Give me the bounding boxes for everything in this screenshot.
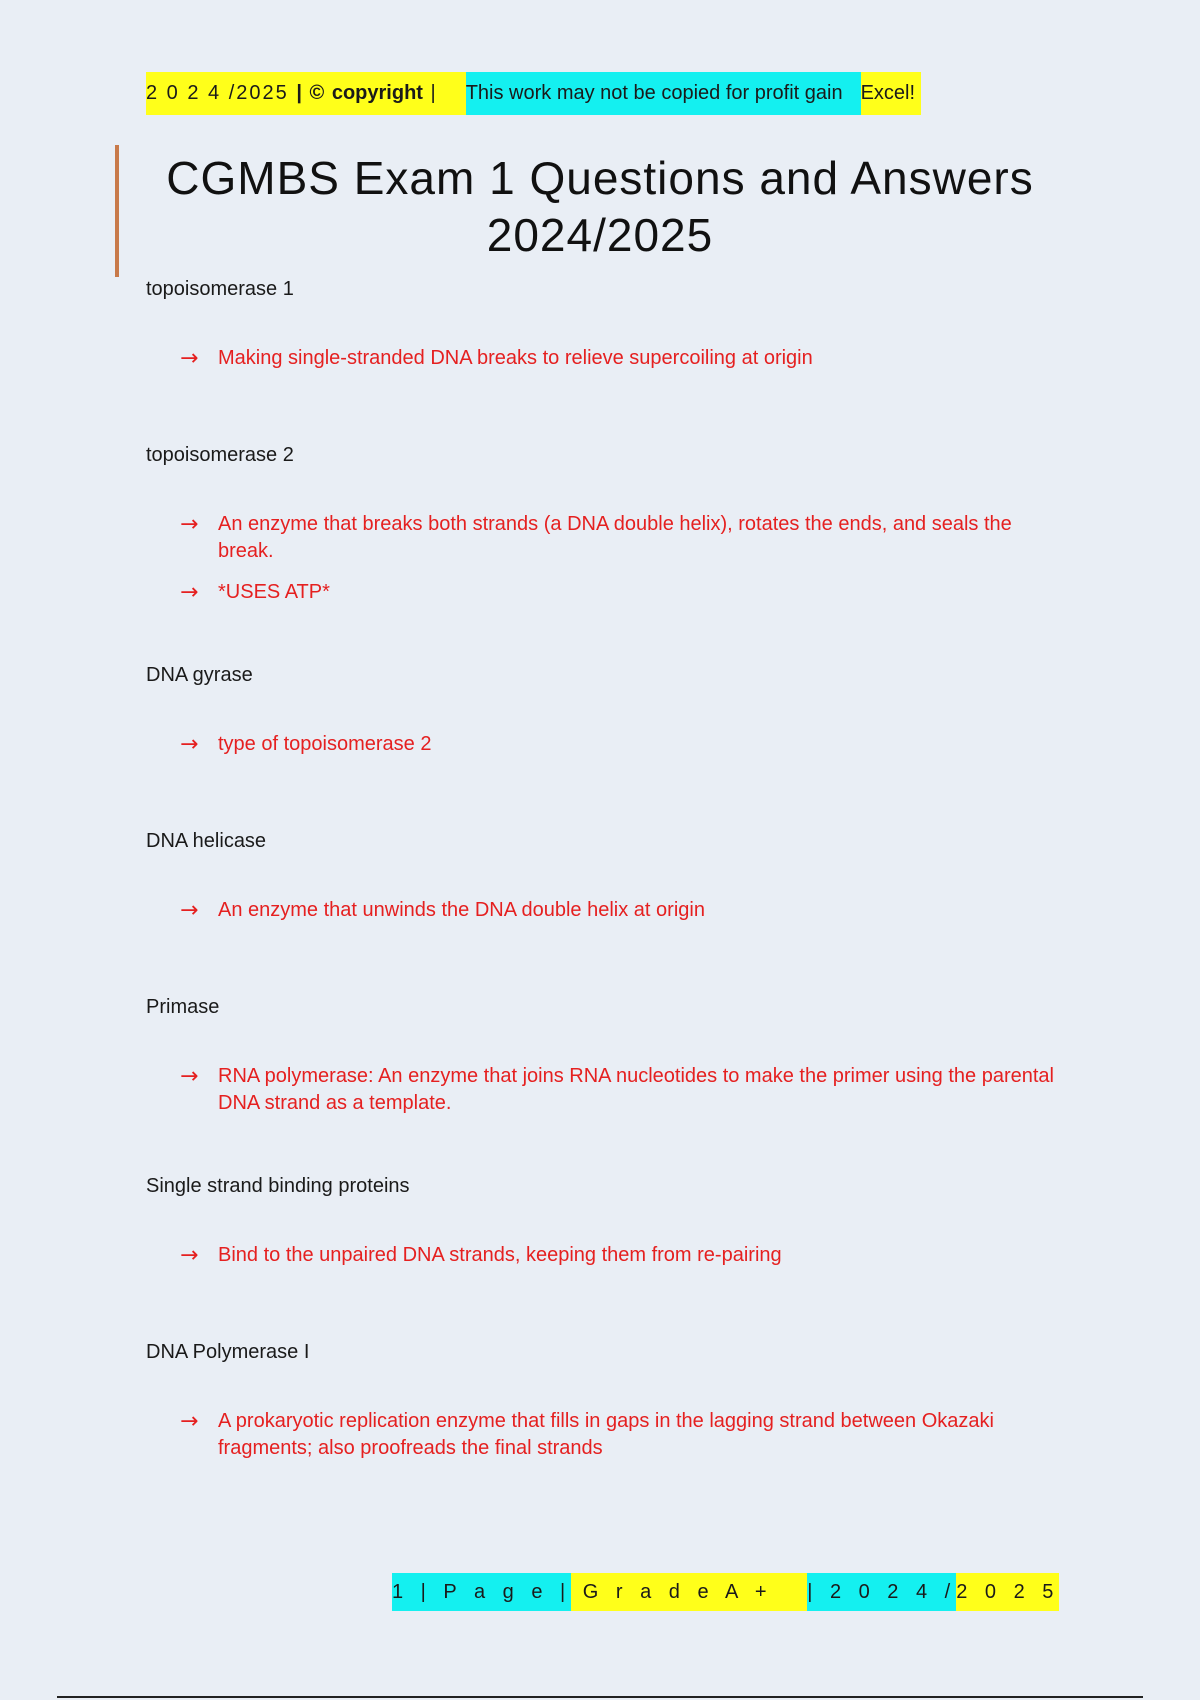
qa-entry: [146, 996, 1066, 1117]
qa-answer-text: An enzyme that breaks both strands (a DNA double helix), rotates the ends, and seals the break.: [218, 513, 1012, 562]
header-year: 2 0 2 4 /2025: [146, 82, 289, 104]
qa-answer: [146, 1063, 1066, 1117]
qa-answer: [146, 1408, 1066, 1462]
header-banner: [146, 72, 921, 115]
qa-answer-text: A prokaryotic replication enzyme that fills in gaps in the lagging strand between Okazaki fragments; also proofreads the final strands: [218, 1410, 994, 1459]
footer-grade-label: G r a d e A +: [582, 1580, 773, 1603]
page-title-line1: CGMBS Exam 1 Questions and Answers: [166, 152, 1034, 204]
qa-term: DNA helicase: [146, 830, 267, 852]
qa-entry: [146, 664, 1066, 758]
qa-entry: [146, 1341, 1066, 1462]
qa-answer-list: [146, 1242, 1066, 1269]
qa-answer: [146, 511, 1066, 565]
right-arrow-icon: →: [180, 1409, 199, 1434]
footer-banner: [392, 1573, 1059, 1611]
qa-entry: [146, 278, 1066, 372]
qa-answer: [146, 1242, 1066, 1269]
title-accent-bar: [115, 145, 119, 277]
qa-answer-list: [146, 897, 1066, 924]
right-arrow-icon: →: [180, 898, 199, 923]
qa-list: [146, 278, 1066, 1476]
qa-answer: [146, 897, 1066, 924]
qa-term: Single strand binding proteins: [146, 1175, 410, 1197]
header-notice: This work may not be copied for profit gain: [466, 72, 861, 115]
qa-answer-text: An enzyme that unwinds the DNA double helix at origin: [218, 899, 705, 921]
qa-answer-text: type of topoisomerase 2: [218, 733, 432, 755]
qa-answer-text: Bind to the unpaired DNA strands, keeping them from re-pairing: [218, 1244, 782, 1266]
qa-term: topoisomerase 2: [146, 444, 294, 466]
footer-grade: [571, 1573, 807, 1611]
right-arrow-icon: →: [180, 580, 199, 605]
right-arrow-icon: →: [180, 1243, 199, 1268]
footer-year-part1: | 2 0 2 4 /: [807, 1573, 956, 1611]
qa-term: DNA gyrase: [146, 664, 253, 686]
qa-answer: [146, 579, 1066, 606]
header-copyright-label: copyright: [331, 82, 423, 104]
page-title-line2: 2024/2025: [486, 209, 714, 261]
qa-answer-list: [146, 1063, 1066, 1117]
qa-answer-list: [146, 1408, 1066, 1462]
header-year-copyright: [146, 72, 466, 115]
header-excel: Excel!: [861, 72, 921, 115]
qa-answer: [146, 731, 1066, 758]
footer-year-part2: 2 0 2 5: [956, 1573, 1059, 1611]
header-separator: |: [296, 82, 302, 104]
qa-answer-list: [146, 731, 1066, 758]
copyright-icon: ©: [309, 82, 325, 104]
qa-entry: [146, 444, 1066, 606]
qa-term: DNA Polymerase I: [146, 1341, 310, 1363]
footer-page: 1 | P a g e |: [392, 1573, 571, 1611]
qa-answer-text: *USES ATP*: [218, 581, 330, 603]
right-arrow-icon: →: [180, 1064, 199, 1089]
right-arrow-icon: →: [180, 732, 199, 757]
header-pipe: |: [430, 82, 438, 104]
qa-entry: [146, 830, 1066, 924]
qa-term: topoisomerase 1: [146, 278, 294, 300]
qa-answer-list: [146, 511, 1066, 606]
qa-answer-list: [146, 345, 1066, 372]
qa-entry: [146, 1175, 1066, 1269]
qa-term: Primase: [146, 996, 220, 1018]
right-arrow-icon: →: [180, 346, 199, 371]
right-arrow-icon: →: [180, 512, 199, 537]
page-bottom-rule: [57, 1696, 1143, 1698]
page-title: [130, 150, 1070, 264]
qa-answer: [146, 345, 1066, 372]
qa-answer-text: Making single-stranded DNA breaks to relieve supercoiling at origin: [218, 347, 813, 369]
qa-answer-text: RNA polymerase: An enzyme that joins RNA nucleotides to make the primer using the parental DNA strand as a template.: [218, 1065, 1054, 1114]
